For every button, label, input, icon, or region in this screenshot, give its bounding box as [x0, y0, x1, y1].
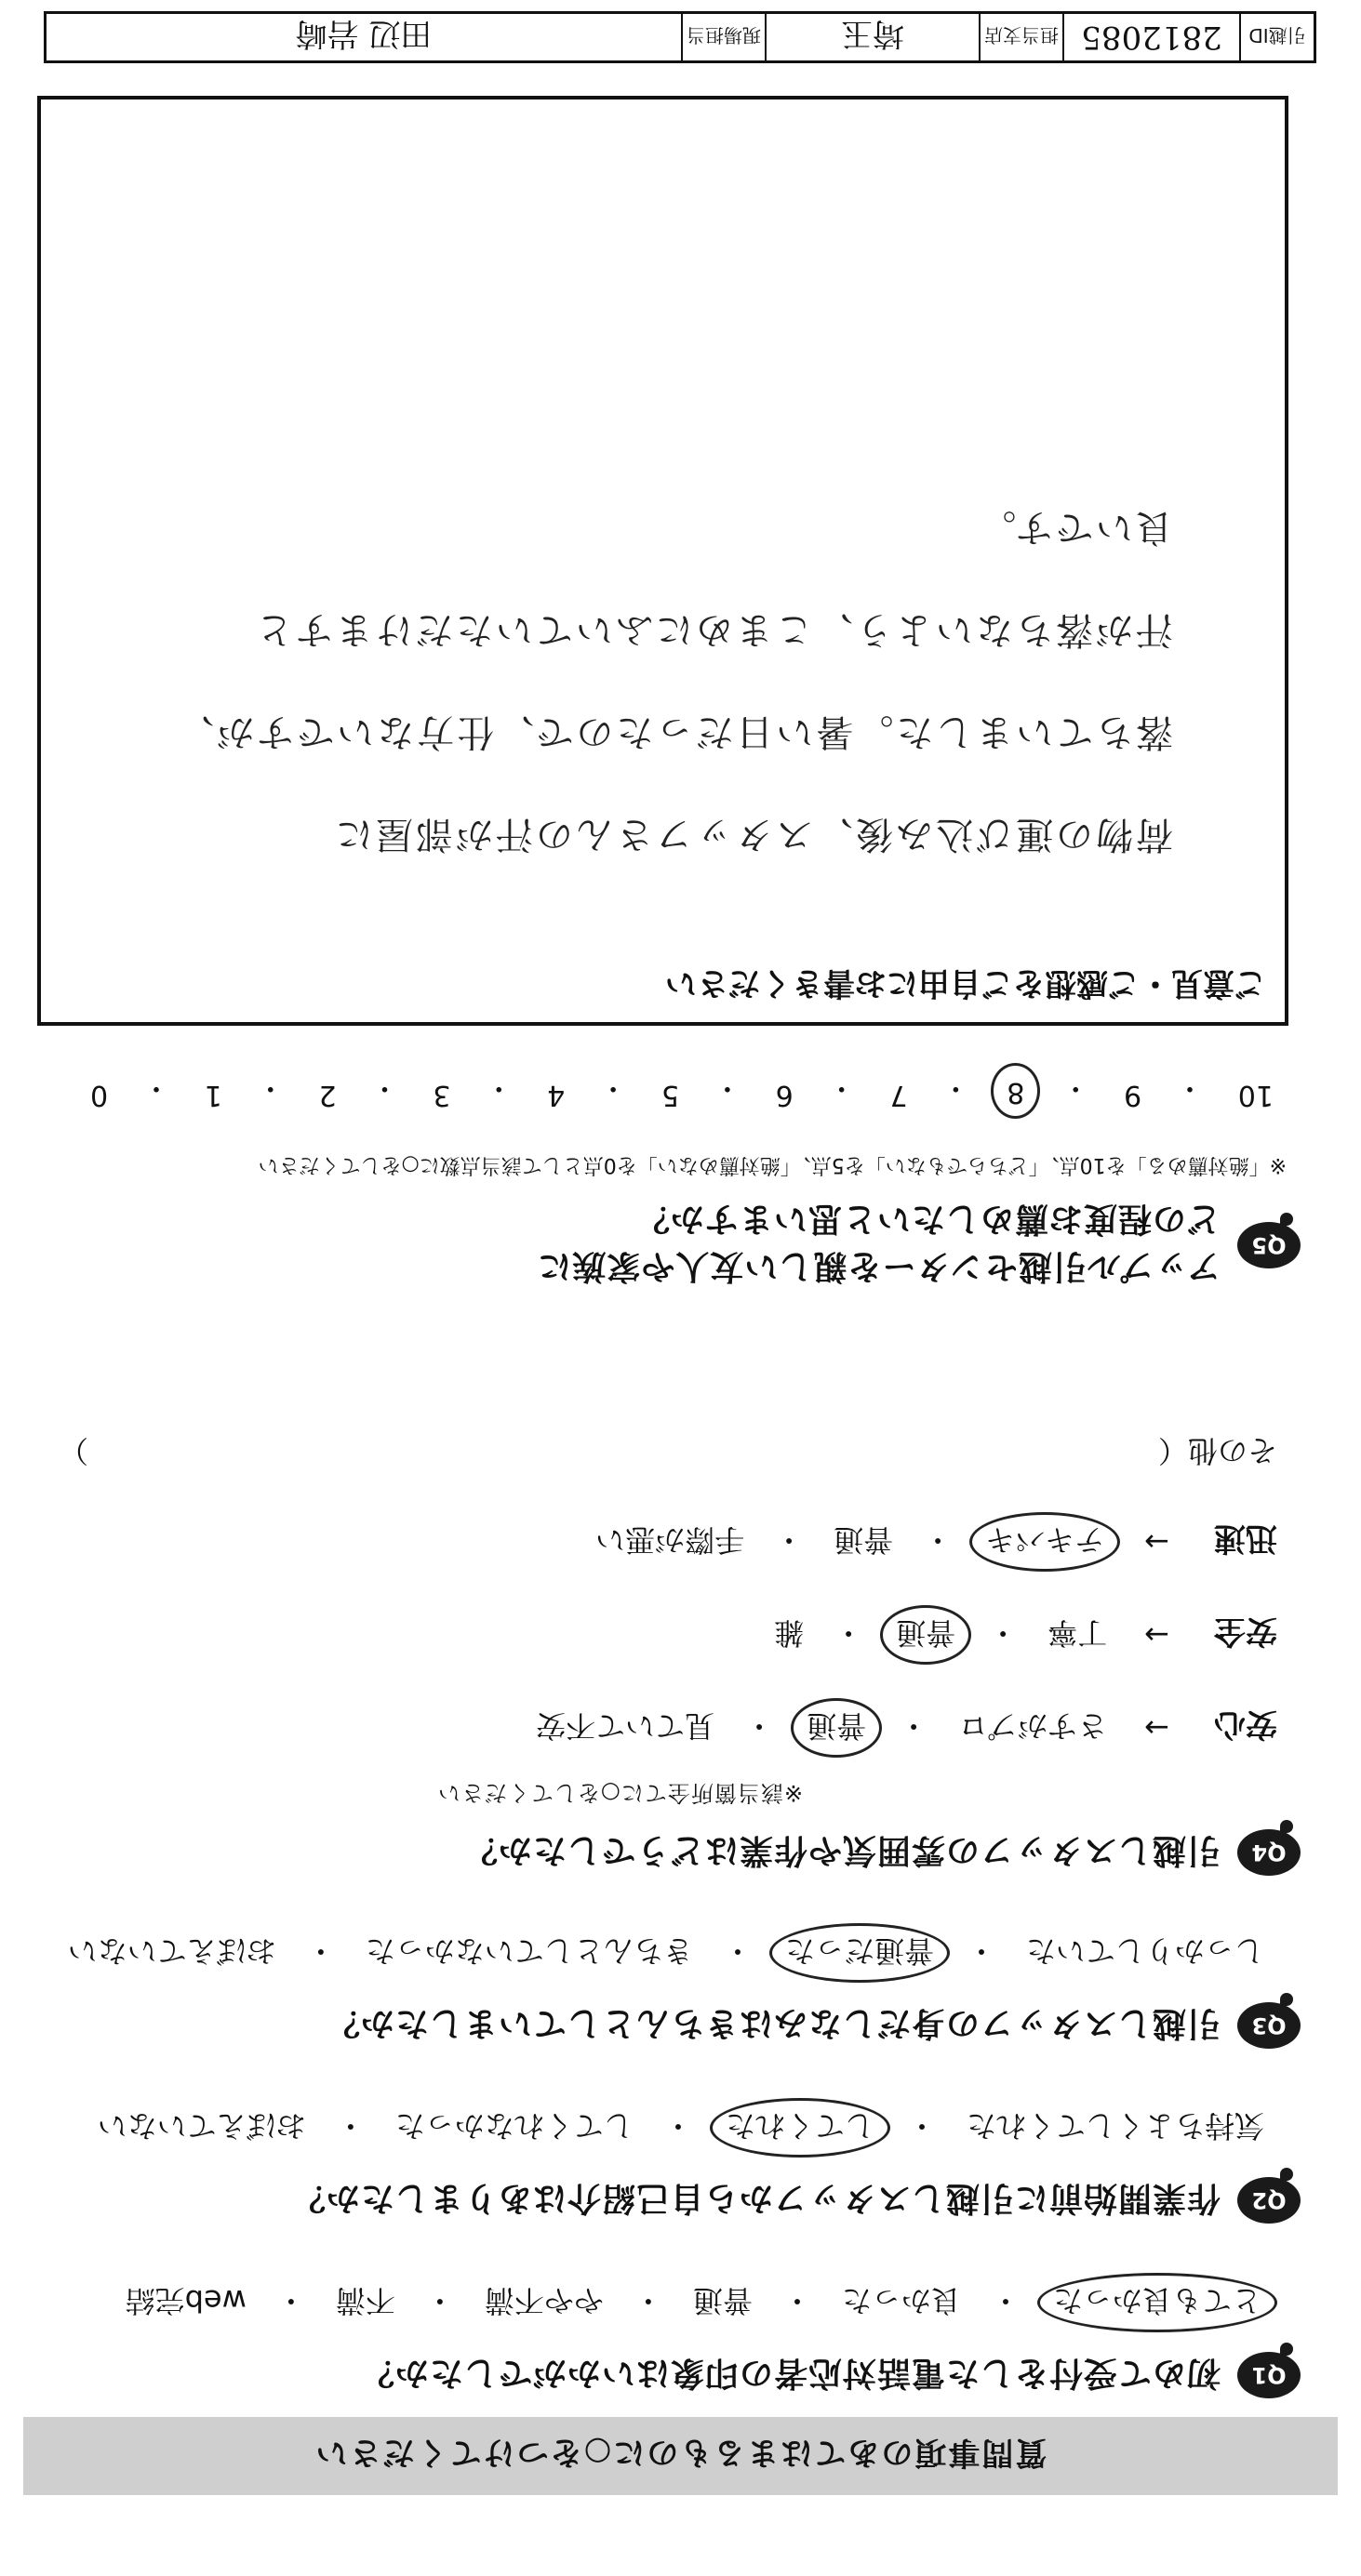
branch-header: 担当支店: [979, 14, 1062, 60]
handwriting-line-1: 荷物の運び込み後、スタッフさんの汗が部屋に: [333, 813, 1173, 856]
q5-score[interactable]: 10: [1237, 1079, 1274, 1111]
q4-note: ※該当箇所全てに○をしてください: [436, 1780, 803, 1806]
q3-badge: Q3: [1237, 2003, 1301, 2050]
id-header: 引越ID: [1239, 14, 1314, 60]
q3-option[interactable]: おぼえていない: [67, 1933, 276, 1969]
option-separator: ・: [990, 2283, 1021, 2318]
option-separator: ・: [906, 2108, 937, 2144]
option-separator: ・: [899, 1708, 929, 1744]
q5-text-line1: アップル引越センターを親しい友人や家族に: [537, 1247, 1221, 1285]
branch-value: 埼玉: [765, 14, 979, 60]
q4-other: [59, 1431, 1277, 1474]
q4-option[interactable]: 普通: [880, 1605, 971, 1665]
scale-separator: ・: [141, 1071, 170, 1104]
q2-badge: Q2: [1237, 2178, 1301, 2224]
q5-score[interactable]: 8: [991, 1063, 1040, 1119]
q4-option[interactable]: テキパキ: [969, 1512, 1120, 1572]
q3-question: [326, 2002, 1301, 2050]
q4-text: 引越しスタッフの雰囲気や作業はどうでしたか？: [462, 1831, 1221, 1869]
q1-option[interactable]: 良かった: [841, 2283, 961, 2318]
option-separator: ・: [722, 1933, 753, 1969]
q2-option[interactable]: してくれなかった: [394, 2108, 634, 2144]
scale-separator: ・: [485, 1071, 514, 1104]
q3-option[interactable]: きちんとしていなかった: [365, 1933, 693, 1969]
q2-question: [291, 2177, 1301, 2224]
q5-score[interactable]: 3: [433, 1079, 451, 1111]
scale-separator: ・: [1175, 1071, 1204, 1104]
q5-badge: Q5: [1237, 1222, 1301, 1268]
q1-option[interactable]: web完結: [125, 2283, 247, 2318]
q5-text-line2: どの程度お薦めしたいと思いますか？: [634, 1200, 1221, 1238]
scale-separator: ・: [599, 1071, 628, 1104]
q1-question: [360, 2352, 1301, 2399]
q5-score[interactable]: 1: [204, 1079, 222, 1111]
q2-option[interactable]: してくれた: [710, 2098, 890, 2158]
q4-option[interactable]: 普通: [834, 1522, 894, 1558]
q4-row-label: 迅速: [1214, 1520, 1277, 1558]
q4-row-label: 安全: [1214, 1613, 1277, 1651]
q5-scale: [77, 1063, 1287, 1119]
q3-options: [55, 1923, 1277, 1983]
option-separator: ・: [966, 1933, 996, 1969]
q4-option[interactable]: さすがプロ: [958, 1708, 1108, 1744]
q2-option[interactable]: おぼえていない: [97, 2108, 306, 2144]
scale-separator: ・: [1061, 1071, 1090, 1104]
q4-option[interactable]: 手際が悪い: [595, 1522, 745, 1558]
staff-value: 田辺 岩崎: [295, 15, 433, 53]
option-separator: ・: [774, 1522, 805, 1558]
staff-header: 現場担当: [681, 14, 765, 60]
q4-other-close: ）: [59, 1433, 89, 1468]
q3-text: 引越しスタッフの身だしなみはきちんとしていましたか？: [325, 2004, 1221, 2042]
q1-option[interactable]: 不満: [335, 2283, 395, 2318]
q5-score[interactable]: 4: [547, 1079, 566, 1111]
q4-option[interactable]: 見ていて不安: [536, 1708, 715, 1744]
q4-row-label: 安心: [1214, 1706, 1277, 1744]
option-separator: ・: [744, 1708, 775, 1744]
option-separator: ・: [335, 2108, 366, 2144]
instruction-banner: 質問事項のあてはまるものに○をつけてください: [23, 2417, 1338, 2495]
option-separator: ・: [275, 2283, 306, 2318]
arrow-icon: →: [1144, 1617, 1169, 1653]
scale-separator: ・: [941, 1071, 970, 1104]
q4-rows: [523, 1495, 1277, 1774]
q1-text: 初めて受付をした電話対応者の印象はいかがでしたか？: [359, 2354, 1221, 2392]
scale-separator: ・: [827, 1071, 856, 1104]
id-value: 2812085: [1062, 14, 1239, 60]
q4-option[interactable]: 丁寧: [1047, 1615, 1108, 1651]
q4-question: [463, 1829, 1301, 1877]
option-separator: ・: [305, 1933, 336, 1969]
scale-separator: ・: [370, 1071, 399, 1104]
option-separator: ・: [424, 2283, 455, 2318]
q5-score[interactable]: 0: [90, 1079, 109, 1111]
q4-badge: Q4: [1237, 1830, 1301, 1877]
q5-score[interactable]: 9: [1124, 1079, 1142, 1111]
scale-separator: ・: [713, 1071, 741, 1104]
scale-separator: ・: [256, 1071, 285, 1104]
q5-question: [537, 1198, 1301, 1293]
comments-title: ご意見・ご感想をご自由にお書きください: [665, 964, 1266, 1002]
option-separator: ・: [834, 1615, 864, 1651]
q5-score[interactable]: 2: [318, 1079, 337, 1111]
comments-box: [37, 96, 1288, 1026]
option-separator: ・: [662, 2108, 693, 2144]
q1-options: [113, 2273, 1277, 2332]
id-table: [44, 11, 1316, 63]
q5-score[interactable]: 5: [660, 1079, 679, 1111]
q2-option[interactable]: 気持ちよくしてくれた: [966, 2108, 1264, 2144]
q5-score[interactable]: 7: [889, 1079, 908, 1111]
q5-note: ※「絶対薦める」を10点、「どちらでもない」を5点、「絶対薦めない」を0点として該当点数に○をしてください: [258, 1153, 1287, 1176]
option-separator: ・: [781, 2283, 812, 2318]
arrow-icon: →: [1144, 1710, 1169, 1746]
handwriting-line-2: 落ちていました。暑い日だったので、仕方ないですが、: [174, 710, 1173, 753]
handwriting-line-4: 良いです。: [976, 506, 1173, 549]
q4-option[interactable]: 普通: [791, 1698, 882, 1758]
q2-text: 作業開始前に引越しスタッフから自己紹介はありましたか？: [290, 2179, 1221, 2217]
q3-option[interactable]: 普通だった: [769, 1923, 950, 1983]
q4-other-label: その他（: [1157, 1433, 1277, 1468]
q4-row: [523, 1495, 1277, 1588]
q3-option[interactable]: しっかりしていた: [1025, 1933, 1264, 1969]
q4-row: [523, 1681, 1277, 1774]
option-separator: ・: [633, 2283, 663, 2318]
option-separator: ・: [988, 1615, 1019, 1651]
q2-options: [85, 2098, 1277, 2158]
q1-option[interactable]: やや不満: [484, 2283, 604, 2318]
q1-option[interactable]: とても良かった: [1037, 2273, 1277, 2332]
option-separator: ・: [923, 1522, 954, 1558]
arrow-icon: →: [1144, 1524, 1169, 1560]
handwriting-line-3: 汗が落ちないよう、こまめにふいていただけますと: [253, 608, 1173, 651]
q4-option[interactable]: 雑: [774, 1615, 805, 1651]
q4-row: [523, 1588, 1277, 1681]
q1-option[interactable]: 普通: [692, 2283, 753, 2318]
q5-score[interactable]: 6: [775, 1079, 794, 1111]
q1-badge: Q1: [1237, 2353, 1301, 2399]
